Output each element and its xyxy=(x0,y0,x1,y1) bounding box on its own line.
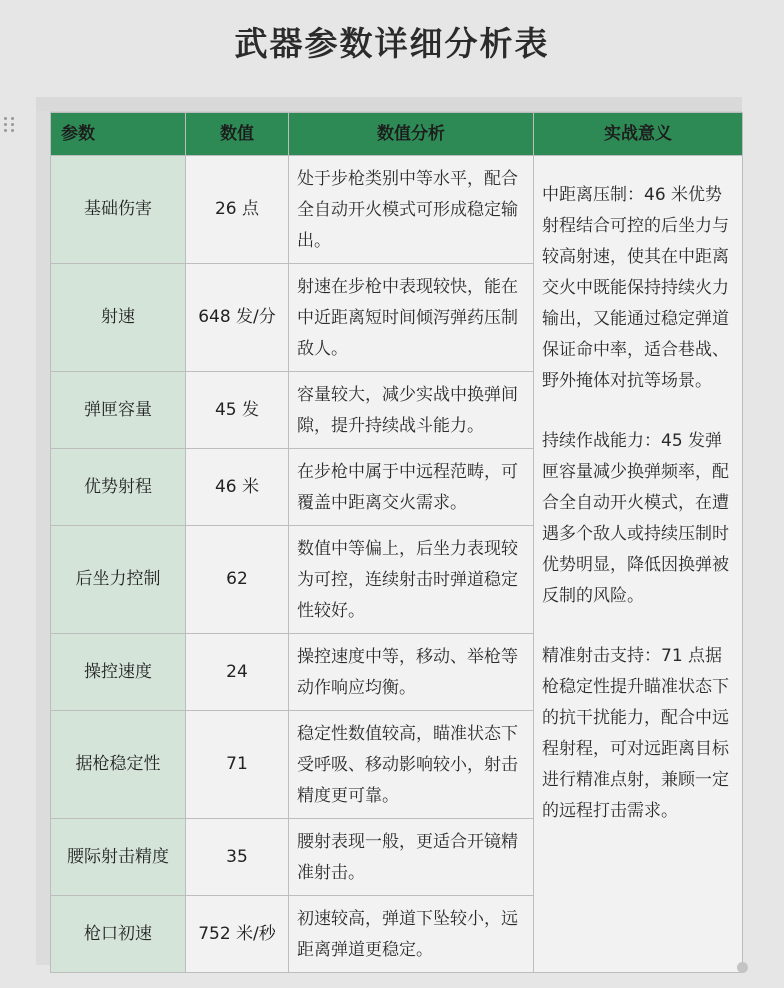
analysis-cell[interactable]: 处于步枪类别中等水平，配合全自动开火模式可形成稳定输出。 xyxy=(289,156,534,264)
analysis-cell[interactable]: 数值中等偏上，后坐力表现较为可控，连续射击时弹道稳定性较好。 xyxy=(289,526,534,634)
analysis-cell[interactable]: 腰射表现一般，更适合开镜精准射击。 xyxy=(289,819,534,896)
meaning-precision: 精准射击支持：71 点据枪稳定性提升瞄准状态下的抗干扰能力，配合中远程射程，可对远距离目标进行精准点射，兼顾一定的远程打击需求。 xyxy=(542,646,729,821)
meaning-mid-range: 中距离压制：46 米优势射程结合可控的后坐力与较高射速，使其在中距离交火中既能保持持续火力输出，又能通过稳定弹道保证命中率，适合巷战、野外掩体对抗等场景。 xyxy=(542,185,729,391)
analysis-cell[interactable]: 稳定性数值较高，瞄准状态下受呼吸、移动影响较小，射击精度更可靠。 xyxy=(289,711,534,819)
analysis-cell[interactable]: 射速在步枪中表现较快，能在中近距离短时间倾泻弹药压制敌人。 xyxy=(289,264,534,372)
header-analysis: 数值分析 xyxy=(289,113,534,156)
analysis-cell[interactable]: 操控速度中等，移动、举枪等动作响应均衡。 xyxy=(289,634,534,711)
header-value: 数值 xyxy=(186,113,289,156)
analysis-cell[interactable]: 初速较高，弹道下坠较小，远距离弹道更稳定。 xyxy=(289,896,534,973)
column-header-strip xyxy=(36,97,742,112)
param-cell[interactable]: 射速 xyxy=(51,264,186,372)
row-header-strip xyxy=(36,111,51,965)
value-cell[interactable]: 26 点 xyxy=(186,156,289,264)
param-cell[interactable]: 据枪稳定性 xyxy=(51,711,186,819)
value-cell[interactable]: 35 xyxy=(186,819,289,896)
weapon-params-table xyxy=(50,112,743,973)
value-cell[interactable]: 752 米/秒 xyxy=(186,896,289,973)
value-cell[interactable]: 46 米 xyxy=(186,449,289,526)
value-cell[interactable]: 648 发/分 xyxy=(186,264,289,372)
analysis-cell[interactable]: 在步枪中属于中远程范畴，可覆盖中距离交火需求。 xyxy=(289,449,534,526)
meaning-cell[interactable] xyxy=(534,156,743,973)
drag-handle-icon[interactable] xyxy=(4,117,16,135)
table-row xyxy=(51,156,743,264)
header-row xyxy=(51,113,743,156)
value-cell[interactable]: 45 发 xyxy=(186,372,289,449)
resize-handle-icon[interactable] xyxy=(737,962,748,973)
value-cell[interactable]: 62 xyxy=(186,526,289,634)
page-title: 武器参数详细分析表 xyxy=(234,24,550,63)
analysis-cell[interactable]: 容量较大，减少实战中换弹间隙，提升持续战斗能力。 xyxy=(289,372,534,449)
param-cell[interactable]: 基础伤害 xyxy=(51,156,186,264)
header-meaning: 实战意义 xyxy=(534,113,743,156)
param-cell[interactable]: 枪口初速 xyxy=(51,896,186,973)
param-cell[interactable]: 后坐力控制 xyxy=(51,526,186,634)
header-param: 参数 xyxy=(51,113,186,156)
meaning-sustained: 持续作战能力：45 发弹匣容量减少换弹频率，配合全自动开火模式，在遭遇多个敌人或持续压制时优势明显，降低因换弹被反制的风险。 xyxy=(542,431,729,606)
value-cell[interactable]: 24 xyxy=(186,634,289,711)
value-cell[interactable]: 71 xyxy=(186,711,289,819)
param-cell[interactable]: 优势射程 xyxy=(51,449,186,526)
param-cell[interactable]: 弹匣容量 xyxy=(51,372,186,449)
param-cell[interactable]: 腰际射击精度 xyxy=(51,819,186,896)
param-cell[interactable]: 操控速度 xyxy=(51,634,186,711)
